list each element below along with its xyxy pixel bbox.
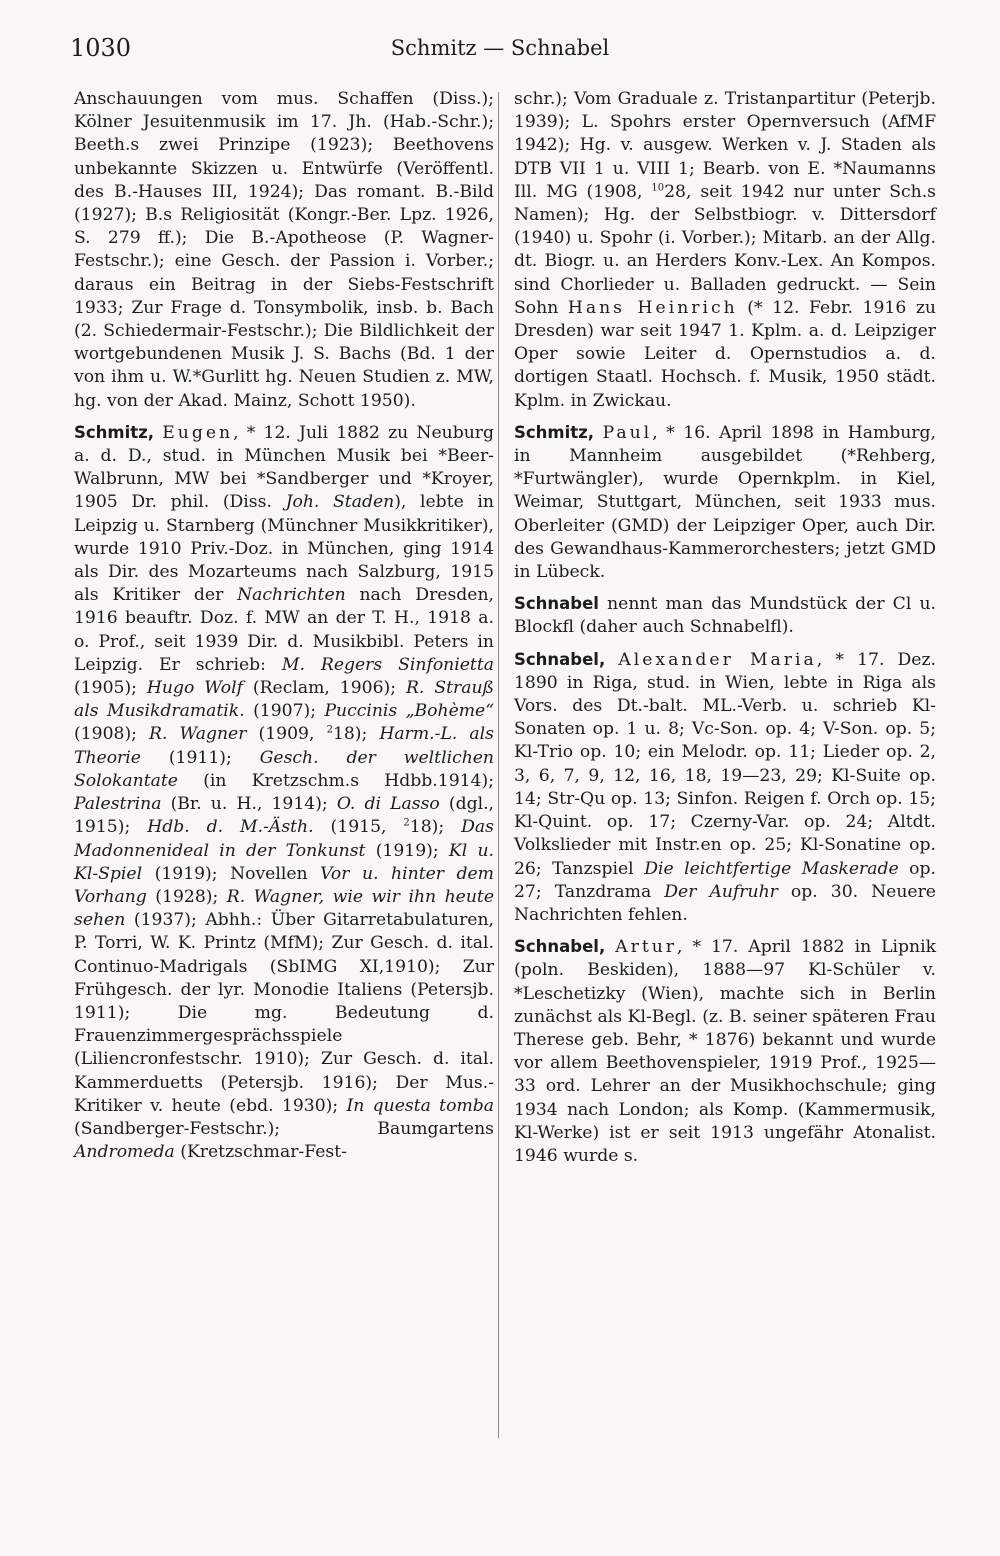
- text: op. 30. Neuere Nachrichten fehlen.: [514, 881, 936, 925]
- text: (1937); Abhh.: Über Gitarretabulaturen, P. Torri, W. K. Printz (MfM); Zur Gesch. d. ital. Continuo-Madrigals (SbIMG XI,1910); Zur Frühgesch. der lyr. Monodie Italiens (Petersjb. 1911); Die mg. Bedeutung d. Frauenzimmergesprächsspiele (Liliencronfestschr. 1910); Zur Gesch. d. ital. Kammerduetts (Petersjb. 1916); Der Mus.-Kritiker v. heute (ebd. 1930);: [74, 910, 494, 1116]
- text: 18);: [409, 817, 462, 838]
- son-name: Hans Heinrich: [567, 297, 738, 318]
- italic-title: R. Wagner, wie wir ihn heute sehen: [74, 886, 494, 931]
- lemma-schmitz: Schmitz,: [514, 422, 595, 442]
- given-name-alexander: Alexander Maria: [618, 649, 817, 670]
- text: (Br. u. H., 1914);: [161, 794, 337, 815]
- text: (1907);: [244, 701, 325, 722]
- text: (in Kretzschm.s Hdbb.1914);: [177, 770, 494, 791]
- text: 28, seit 1942 nur unter Sch.s Namen); Hg. der Selbstbiogr. v. Dittersdorf (1940) u. Spohr (i. Vorber.); Mitarb. an der Allg. dt. Biogr. u. an Herders Konv.-Lex. An Kompos. sind Chorlieder u. Balladen gedruckt. — Sein Sohn: [514, 181, 936, 318]
- right-column: [514, 88, 936, 1176]
- running-head: Schmitz — Schnabel: [390, 36, 610, 60]
- entry-continuation: Anschauungen vom mus. Schaffen (Diss.); Kölner Jesuitenmusik im 17. Jh. (Hab.-Schr.); Beeth.s zwei Prinzipe (1923); Beethovens unbekannte Skizzen u. Entwürfe (Veröffentl. des B.-Hauses III, 1924); Das romant. B.-Bild (1927); B.s Religiosität (Kongr.-Ber. Lpz. 1926, S. 279 ff.); Die B.-Apotheose (P. Wagner-Festschr.); eine Gesch. der Passion i. Vorber.; daraus ein Beitrag in der Siebs-Festschrift 1933; Zur Frage d. Tonsymbolik, insb. b. Bach (2. Schiedermair-Festschr.); Die Bildlichkeit der wortgebundenen Musik J. S. Bachs (Bd. 1 der von ihm u. W.*Gurlitt hg. Neuen Studien z. MW, hg. von der Akad. Mainz, Schott 1950).: [74, 89, 494, 411]
- page-number: 1030: [70, 34, 132, 62]
- edition-superscript: 10: [651, 182, 665, 194]
- left-column: [74, 88, 494, 1172]
- entry-schnabel: [514, 592, 936, 639]
- text: (1911);: [140, 747, 260, 768]
- italic-title: Der Aufruhr: [664, 881, 778, 902]
- lemma-schnabel: Schnabel,: [514, 937, 606, 957]
- text: (1908);: [74, 724, 150, 745]
- text: (1919);: [365, 840, 449, 861]
- italic-title: Hdb. d. M.-Ästh.: [147, 817, 314, 838]
- given-name-eugen: Eugen: [162, 422, 234, 443]
- text: (Sandberger-Festschr.); Baumgartens: [74, 1118, 494, 1139]
- given-name-paul: Paul: [602, 422, 653, 443]
- text: nennt man das Mundstück der Cl u. Blockfl (daher auch Schnabelfl).: [514, 594, 936, 638]
- text: (* 12. Febr. 1916 zu Dresden) war seit 1947 1. Kplm. a. d. Leipziger Oper sowie Leiter d. Opernstudios a. d. dortigen Staatl. Hochsch. f. Musik, 1950 städt. Kplm. in Zwickau.: [514, 297, 936, 411]
- entry-schnabel-artur: [514, 935, 936, 1168]
- lemma-schnabel: Schnabel,: [514, 649, 606, 669]
- italic-title: Joh. Staden: [285, 492, 395, 513]
- text: (1919); Novellen: [142, 863, 321, 884]
- given-name-artur: Artur: [615, 937, 678, 958]
- entry-schmitz-eugen-continued: [514, 88, 936, 413]
- italic-title: Harm.-L. als Theorie: [74, 724, 494, 768]
- text: , * 12. Juli 1882 zu Neuburg a. d. D., stud. in München Musik bei *Beer-Walbrunn, MW bei *Sandberger und *Kroyer, 1905 Dr. phil. (Diss.: [74, 422, 495, 513]
- italic-title: Vor u. hinter dem Vorhang: [74, 863, 494, 907]
- text: 18);: [332, 724, 380, 745]
- text: (Kretzschmar-Fest-: [174, 1142, 347, 1163]
- italic-title: R. Strauß als Musikdramatik.: [74, 678, 495, 722]
- italic-title: Puccinis „Bohème“: [324, 701, 494, 722]
- italic-title: Gesch. der weltlichen Solokantate: [74, 747, 495, 791]
- text: (1905);: [74, 678, 147, 699]
- italic-title: Palestrina: [74, 794, 162, 815]
- entry-schnabel-alexander: [514, 648, 936, 927]
- edition-superscript: 2: [326, 724, 333, 736]
- text: , * 17. Dez. 1890 in Riga, stud. in Wien, lebte in Riga als Vors. des Dt.-balt. ML.-Verb. u. schrieb Kl-Sonaten op. 1 u. 8; Vc-Son. op. 4; V-Son. op. 5; Kl-Trio op. 10; ein Melodr. op. 11; Lieder op. 2, 3, 6, 7, 9, 12, 16, 18, 19—23, 29; Kl-Suite op. 14; Str-Qu op. 13; Sinfon. Reigen f. Orch op. 15; Kl-Quint. op. 17; Czerny-Var. op. 24; Altdt. Volkslieder mit Instr.en op. 25; Kl-Sonatine op. 26; Tanzspiel: [514, 649, 936, 879]
- lemma-schnabel: Schnabel: [514, 594, 599, 614]
- text: (Reclam, 1906);: [242, 678, 406, 699]
- italic-title: In questa tomba: [346, 1095, 494, 1116]
- italic-title: Andromeda: [74, 1142, 175, 1163]
- text: , * 17. April 1882 in Lipnik (poln. Beskiden), 1888—97 Kl-Schüler v. *Leschetizky (Wien), machte sich in Berlin zunächst als Kl-Begl. (z. B. seiner späteren Frau Therese geb. Behr, * 1876) bekannt und wurde vor allem Beethovenspieler, 1919 Prof., 1925—33 ord. Lehrer an der Musikhochschule; ging 1934 nach London; als Komp. (Kammermusik, Kl-Werke) ist er seit 1913 ungefähr Atonalist. 1946 wurde s.: [514, 937, 936, 1166]
- italic-title: Das Madonnenideal in der Tonkunst: [74, 817, 494, 861]
- edition-superscript: 2: [403, 817, 410, 829]
- text: , * 16. April 1898 in Hamburg, in Mannheim ausgebildet (*Rehberg, *Furtwängler), wurde Opernkplm. in Kiel, Weimar, Stuttgart, München, seit 1933 mus. Oberleiter (GMD) der Leipziger Oper, auch Dir. des Gewandhaus-Kammerorchesters; jetzt GMD in Lübeck.: [514, 422, 936, 583]
- italic-title: R. Wagner: [149, 724, 247, 745]
- lemma-schmitz: Schmitz,: [74, 422, 155, 442]
- italic-title: Nachrichten: [237, 585, 346, 606]
- column-divider: [498, 92, 499, 1438]
- text: ), lebte in Leipzig u. Starnberg (Münchner Musikkritiker), wurde 1910 Priv.-Doz. in München, ging 1914 als Dir. des Mozarteums nach Salzburg, 1915 als Kritiker der: [74, 492, 494, 606]
- text: nach Dresden, 1916 beauftr. Doz. f. MW an der T. H., 1918 a. o. Prof., seit 1939 Dir. d. Musikbibl. Peters in Leipzig. Er schrieb:: [74, 585, 495, 675]
- text: (1915,: [313, 817, 404, 838]
- text: (dgl., 1915);: [74, 794, 494, 838]
- italic-title: M. Regers Sinfonietta: [281, 654, 494, 675]
- italic-title: Die leichtfertige Maskerade: [644, 858, 899, 879]
- italic-title: Hugo Wolf: [146, 678, 243, 699]
- text: op. 27; Tanzdrama: [514, 858, 936, 902]
- entry-schmitz-paul: [514, 421, 936, 584]
- text: (1928);: [146, 886, 227, 907]
- entry-schmitz-eugen: [74, 421, 494, 1165]
- italic-title: O. di Lasso: [336, 794, 440, 815]
- text: schr.); Vom Graduale z. Tristanpartitur (Peterjb. 1939); L. Spohrs erster Opernversuch (AfMF 1942); Hg. v. ausgew. Werken v. J. Staden als DTB VII 1 u. VIII 1; Bearb. von E. *Naumanns Ill. MG (1908,: [514, 89, 936, 202]
- text: (1909,: [246, 724, 327, 745]
- italic-title: Kl u. Kl-Spiel: [74, 840, 494, 884]
